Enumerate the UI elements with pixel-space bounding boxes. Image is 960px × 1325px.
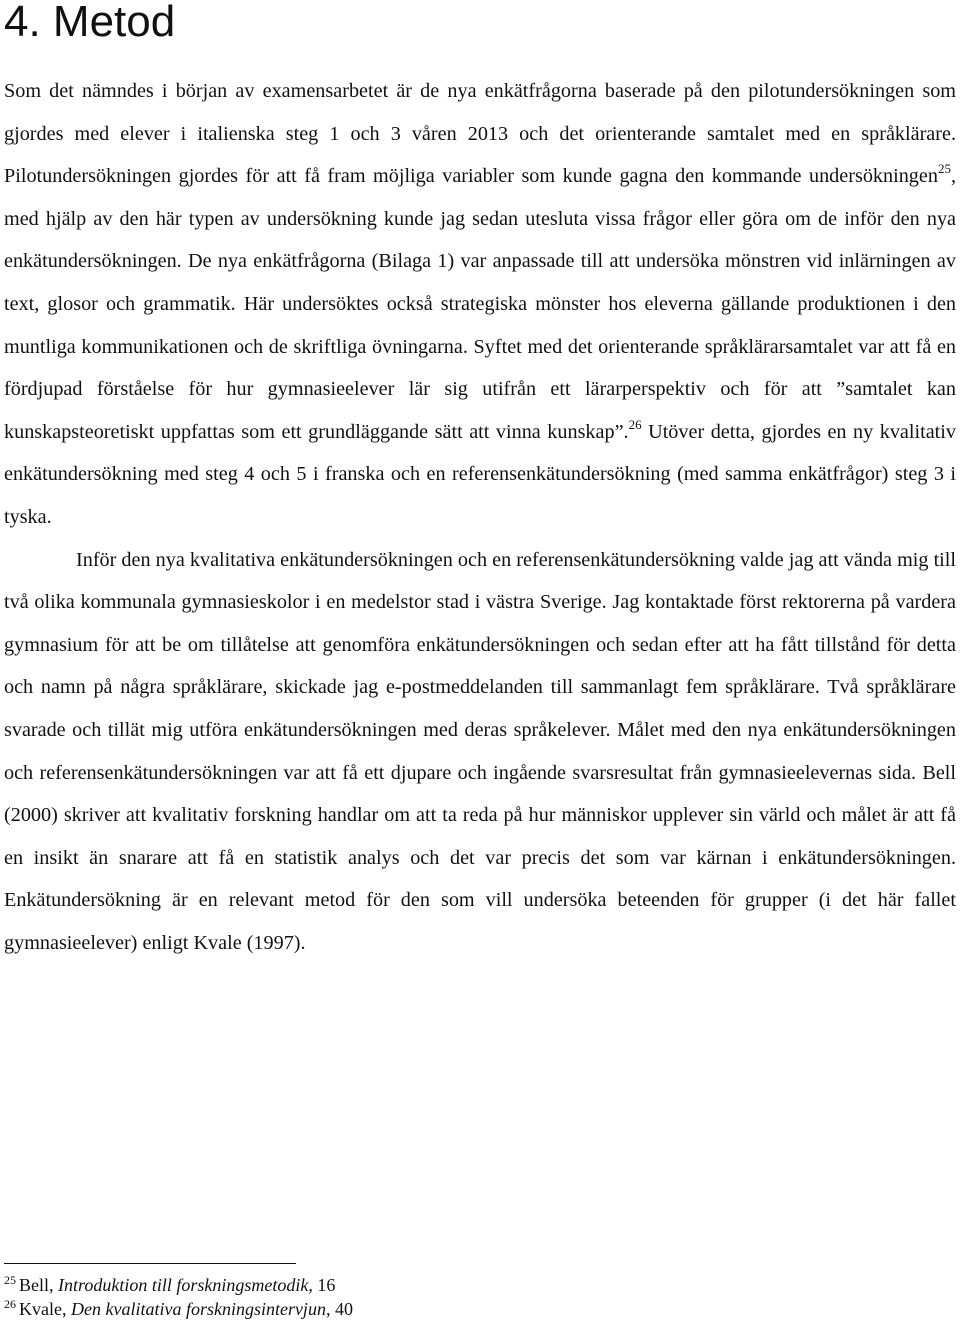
footnote-ref-26: 26 [628,416,642,432]
footnote-page: , 16 [308,1275,336,1295]
body-text [4,70,956,964]
footnote-separator [4,1263,296,1264]
section-heading: 4. Metod [4,0,176,46]
paragraph-1 [4,70,956,539]
paragraph-2: Inför den nya kvalitativa enkätundersökningen och en referensenkätundersökning valde jag att vända mig till två olika kommunala gymnasieskolor i en medelstor stad i västra Sverige. Jag kontaktade först rektorerna på vardera gymnasium för att be om tillåtelse att genomföra enkätundersökningen och sedan efter att ha fått tillstånd för detta och namn på några språklärare, skickade jag e-postmeddelanden till sammanlagt fem språklärare. Två språklärare svarade och tillät mig utföra enkätundersökningen med deras språkelever. Målet med den nya enkätundersökningen och referensenkätundersökningen var att få ett djupare och ingående svarsresultat från gymnasieelevernas sida. Bell (2000) skriver att kvalitativ forskning handlar om att ta reda på hur människor upplever sin värld och målet är att få en insikt än snarare att få en statistik analys och det var precis det som var kärnan i enkätundersökningen. Enkätundersökning är en relevant metod för den som vill undersöka beteenden för grupper (i det här fallet gymnasieelever) enligt Kvale (1997). [4,548,956,954]
footnote-number: 26 [4,1297,16,1311]
footnotes [4,1273,353,1321]
footnote-ref-25: 25 [937,161,951,177]
paragraph-1-part-1: Som det nämndes i början av examensarbetet är de nya enkätfrågorna baserade på den pilotundersökningen som gjordes med elever i italienska steg 1 och 3 våren 2013 och det orienterande samtalet med en språklärare. Pilotundersökningen gjordes för att få fram möjliga variabler som kunde gagna den kommande undersökningen [4,80,956,188]
footnote-page: , 40 [325,1299,353,1319]
footnote-26 [4,1297,353,1321]
footnote-title: Den kvalitativa forskningsintervjun [70,1299,326,1319]
footnote-title: Introduktion till forskningsmetodik [58,1275,309,1295]
footnote-author: Bell, [19,1275,58,1295]
paragraph-1-part-2: , med hjälp av den här typen av undersökning kunde jag sedan utesluta vissa frågor eller göra om de inför den nya enkätundersökningen. De nya enkätfrågorna (Bilaga 1) var anpassade till att undersöka mönstren vid inlärningen av text, glosor och grammatik. Här undersöktes också strategiska mönster hos eleverna gällande produktionen i den muntliga kommunikationen och de skriftliga övningarna. Syftet med det orienterande språklärarsamtalet var att få en fördjupad förståelse för hur gymnasieelever lär sig utifrån ett lärarperspektiv och för att ”samtalet kan kunskapsteoretiskt uppfattas som ett grundläggande sätt att vinna kunskap”. [4,165,956,443]
footnote-25 [4,1273,353,1297]
footnote-number: 25 [4,1273,16,1287]
footnote-author: Kvale, [19,1299,71,1319]
paragraph-1-part-3: Utöver detta, gjordes en ny kvalitativ enkätundersökning med steg 4 och 5 i franska och en referensenkätundersökning (med samma enkätfrågor) steg 3 i tyska. [4,420,956,528]
